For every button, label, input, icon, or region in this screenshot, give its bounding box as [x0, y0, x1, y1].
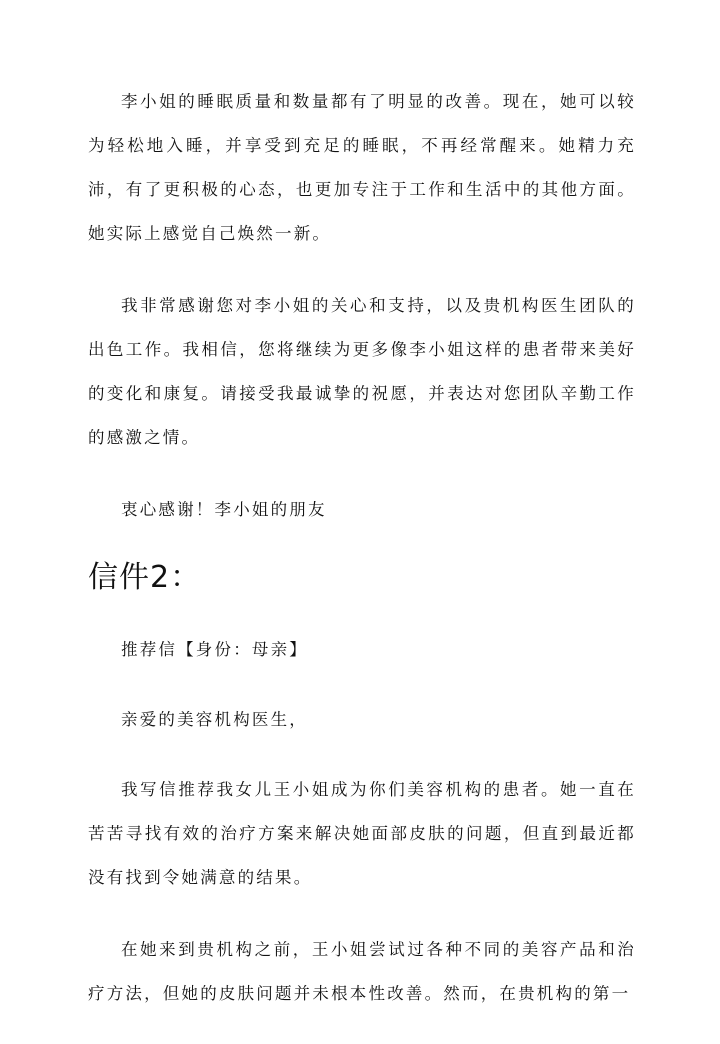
- letter2-paragraph-1: 我写信推荐我女儿王小姐成为你们美容机构的患者。她一直在苦苦寻找有效的治疗方案来解决她面部皮肤的问题，但直到最近都没有找到令她满意的结果。: [88, 780, 636, 887]
- letter2-greeting: 亲爱的美容机构医生，: [121, 710, 308, 729]
- letter2-heading: 信件2：: [88, 560, 202, 595]
- letter1-paragraph-2: 我非常感谢您对李小姐的关心和支持，以及贵机构医生团队的出色工作。我相信，您将继续为更多像李小姐这样的患者带来美好的变化和康复。请接受我最诚挚的祝愿，并表达对您团队辛勤工作的感激之情。: [88, 296, 636, 447]
- document-page: [88, 80, 636, 1044]
- letter1-paragraph-1: 李小姐的睡眠质量和数量都有了明显的改善。现在，她可以较为轻松地入睡，并享受到充足的睡眠，不再经常醒来。她精力充沛，有了更积极的心态，也更加专注于工作和生活中的其他方面。她实际上感觉自己焕然一新。: [88, 92, 636, 243]
- letter2-paragraph-2: 在她来到贵机构之前，王小姐尝试过各种不同的美容产品和治疗方法，但她的皮肤问题并未根本性改善。然而，在贵机构的第一: [88, 940, 636, 1003]
- letter2-subtitle: 推荐信【身份：母亲】: [121, 640, 308, 659]
- letter1-closing: 衷心感谢！李小姐的朋友: [121, 500, 327, 519]
